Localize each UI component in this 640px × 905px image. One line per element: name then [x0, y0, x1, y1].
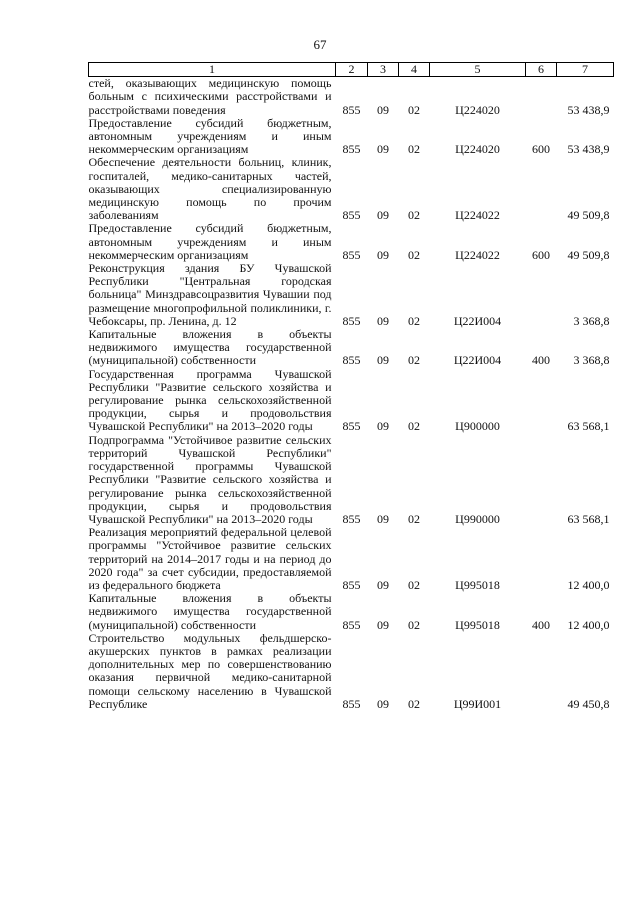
amount: 53 438,9 [567, 102, 610, 117]
section-code: 09 [377, 419, 389, 434]
table-row [89, 368, 614, 434]
row-description: Подпрограмма "Устойчивое развитие сельских территорий Чувашской Республики" государственной программы Чувашской Республики "Развитие сельского хозяйства и регулирование рынка сельскохозяйственной продукции, сырья и продовольствия Чувашской Республики" на 2013–2020 годы [88, 432, 332, 526]
expense-type-code [526, 526, 557, 592]
header-cell-4: 4 [399, 63, 430, 77]
ministry-code: 855 [342, 353, 361, 368]
section-code: 09 [377, 247, 389, 262]
target-article-code: Ц900000 [455, 419, 500, 434]
table-row [89, 434, 614, 526]
ministry-code: 855 [342, 577, 361, 592]
row-description: Государственная программа Чувашской Республики "Развитие сельского хозяйства и регулирование рынка сельскохозяйственной продукции, сырья и продовольствия Чувашской Республики" на 2013–2020 годы [88, 366, 332, 434]
target-article-code: Ц224020 [455, 102, 500, 117]
section-code: 09 [377, 313, 389, 328]
amount: 49 509,8 [567, 208, 610, 223]
target-article-code: Ц22И004 [453, 353, 502, 368]
header-cell-3: 3 [368, 63, 399, 77]
target-article-code: Ц224022 [455, 247, 500, 262]
section-code: 09 [377, 142, 389, 157]
section-code: 09 [377, 617, 389, 632]
amount: 3 368,8 [573, 353, 610, 368]
table-row [89, 632, 614, 711]
table-row [89, 222, 614, 262]
table-row [89, 262, 614, 328]
header-cell-5: 5 [430, 63, 526, 77]
expense-type-code [526, 368, 557, 434]
row-description: Предоставление субсидий бюджетным, автономным учреждениям и иным некоммерческим организациям [88, 115, 332, 157]
section-code: 09 [377, 511, 389, 526]
target-article-code: Ц22И004 [453, 313, 502, 328]
ministry-code: 855 [342, 142, 361, 157]
amount: 63 568,1 [567, 419, 610, 434]
target-article-code: Ц99И001 [453, 696, 502, 711]
row-description: Капитальные вложения в объекты недвижимого имущества государственной (муниципальной) собственности [88, 591, 332, 632]
subsection-code: 02 [408, 353, 420, 368]
row-description: Капитальные вложения в объекты недвижимого имущества государственной (муниципальной) собственности [88, 327, 332, 368]
subsection-code: 02 [408, 511, 420, 526]
header-cell-2: 2 [336, 63, 368, 77]
target-article-code: Ц995018 [455, 617, 500, 632]
table-row [89, 526, 614, 592]
ministry-code: 855 [342, 102, 361, 117]
subsection-code: 02 [408, 247, 420, 262]
expense-type-code: 400 [532, 617, 550, 632]
target-article-code: Ц995018 [455, 577, 500, 592]
section-code: 09 [377, 102, 389, 117]
ministry-code: 855 [342, 511, 361, 526]
section-code: 09 [377, 208, 389, 223]
subsection-code: 02 [408, 577, 420, 592]
target-article-code: Ц990000 [455, 511, 500, 526]
subsection-code: 02 [408, 696, 420, 711]
table-row [89, 117, 614, 157]
subsection-code: 02 [408, 102, 420, 117]
expense-type-code [526, 632, 557, 711]
budget-table [88, 62, 614, 711]
table-row [89, 156, 614, 222]
header-cell-7: 7 [557, 63, 614, 77]
table-row [89, 328, 614, 368]
expense-type-code: 600 [532, 142, 550, 157]
expense-type-code [526, 434, 557, 526]
amount: 49 450,8 [567, 696, 610, 711]
header-cell-6: 6 [526, 63, 557, 77]
amount: 63 568,1 [567, 511, 610, 526]
amount: 3 368,8 [573, 313, 610, 328]
page-number: 67 [313, 37, 327, 52]
section-code: 09 [377, 353, 389, 368]
ministry-code: 855 [342, 419, 361, 434]
subsection-code: 02 [408, 142, 420, 157]
amount: 49 509,8 [567, 247, 610, 262]
expense-type-code: 400 [532, 353, 550, 368]
expense-type-code [526, 156, 557, 222]
table-row [89, 77, 614, 117]
subsection-code: 02 [408, 313, 420, 328]
row-description: Обеспечение деятельности больниц, клиник, госпиталей, медико-санитарных частей, оказывающих специализированную медицинскую помощь по прочим заболеваниям [88, 155, 332, 223]
expense-type-code [526, 77, 557, 117]
header-cell-1: 1 [89, 63, 336, 77]
ministry-code: 855 [342, 313, 361, 328]
section-code: 09 [377, 577, 389, 592]
header-row [89, 63, 614, 77]
subsection-code: 02 [408, 208, 420, 223]
amount: 12 400,0 [567, 617, 610, 632]
ministry-code: 855 [342, 247, 361, 262]
expense-type-code [526, 262, 557, 328]
row-description: Строительство модульных фельдшерско-акушерских пунктов в рамках реализации дополнительных мер по совершенствованию оказания первичной медико-санитарной помощи сельскому населению в Чувашской Республике [88, 630, 332, 711]
target-article-code: Ц224020 [455, 142, 500, 157]
row-description: Реализация мероприятий федеральной целевой программы "Устойчивое развитие сельских территорий на 2014–2017 годы и на период до 2020 года" за счет субсидии, предоставляемой из федерального бюджета [88, 525, 332, 592]
ministry-code: 855 [342, 208, 361, 223]
subsection-code: 02 [408, 617, 420, 632]
ministry-code: 855 [342, 696, 361, 711]
ministry-code: 855 [342, 617, 361, 632]
table-row [89, 592, 614, 632]
row-description: стей, оказывающих медицинскую помощь больным с психическими расстройствами и расстройствами поведения [88, 76, 332, 117]
section-code: 09 [377, 696, 389, 711]
subsection-code: 02 [408, 419, 420, 434]
target-article-code: Ц224022 [455, 208, 500, 223]
row-description: Предоставление субсидий бюджетным, автономным учреждениям и иным некоммерческим организациям [88, 221, 332, 262]
expense-type-code: 600 [532, 247, 550, 262]
row-description: Реконструкция здания БУ Чувашской Республики "Центральная городская больница" Минздравсоцразвития Чувашии под размещение многопрофильной поликлиники, г. Чебоксары, пр. Ленина, д. 12 [88, 261, 332, 328]
amount: 53 438,9 [567, 142, 610, 157]
amount: 12 400,0 [567, 577, 610, 592]
